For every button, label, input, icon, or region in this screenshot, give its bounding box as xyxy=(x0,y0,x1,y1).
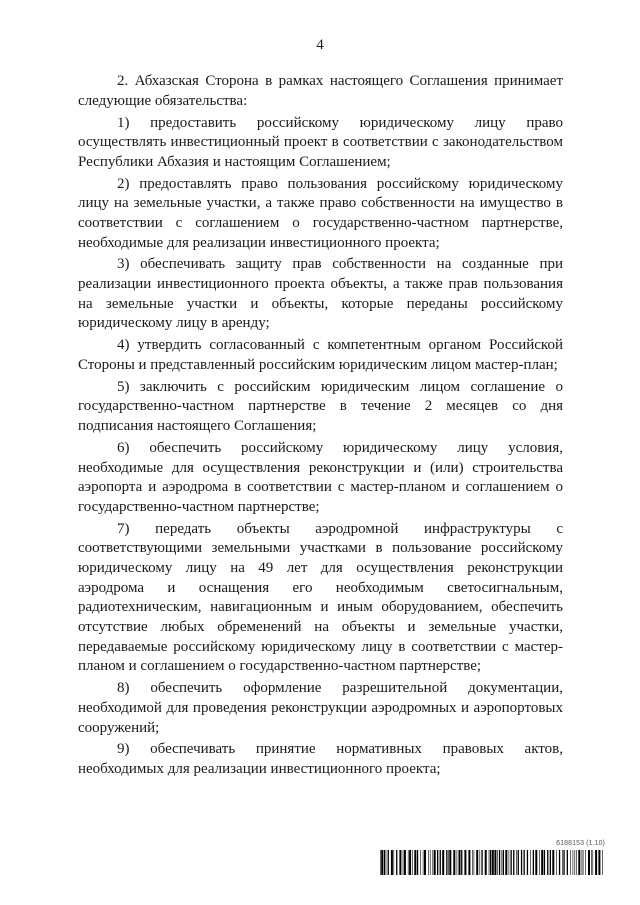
list-item-3: 3) обеспечивать защиту прав собственности на созданные при реализации инвестиционного проекта объекты, а также прав пользования на земельные участки и объекты, которые переданы российскому юридическому лицу в аренду; xyxy=(78,256,563,332)
list-item-8: 8) обеспечить оформление разрешительной документации, необходимой для проведения реконструкции аэродромных и аэропортовых сооружений; xyxy=(78,680,563,736)
document-text xyxy=(78,72,563,782)
list-item-2: 2) предоставлять право пользования российскому юридическому лицу на земельные участки, а также право собственности на имущество в соответствии с соглашением о государственно-частном партнерстве, необходимые для реализации инвестиционного проекта; xyxy=(78,175,563,251)
paragraph-intro: 2. Абхазская Сторона в рамках настоящего Соглашения принимает следующие обязательства: xyxy=(78,73,563,109)
page-number: 4 xyxy=(316,37,324,53)
barcode-icon xyxy=(380,850,605,875)
list-item-9: 9) обеспечивать принятие нормативных правовых актов, необходимых для реализации инвестиционного проекта; xyxy=(78,741,563,777)
list-item-4: 4) утвердить согласованный с компетентным органом Российской Стороны и представленный российским юридическим лицом мастер-план; xyxy=(78,337,563,373)
list-item-6: 6) обеспечить российскому юридическому лицу условия, необходимые для осуществления реконструкции и (или) строительства аэропорта и аэродрома в соответствии с мастер-планом и соглашением о государственно-частном партнерстве; xyxy=(78,439,563,515)
document-footer xyxy=(380,840,605,880)
list-item-7: 7) передать объекты аэродромной инфраструктуры с соответствующими земельными участками в пользование российскому юридическому лицу на 49 лет для осуществления реконструкции аэродрома и оснащения его необходимым светосигнальным, радиотехническим, навигационным и иным оборудованием, обеспечить отсутствие любых обременений на объекты и земельные участки, передаваемые российскому юридическому лицу в соответствии с мастер-планом и соглашением о государственно-частном партнерстве; xyxy=(78,520,563,675)
document-code: 6188153 (1.10) xyxy=(556,840,605,847)
list-item-1: 1) предоставить российскому юридическому лицу право осуществлять инвестиционный проект в соответствии с законодательством Республики Абхазия и настоящим Соглашением; xyxy=(78,114,563,170)
list-item-5: 5) заключить с российским юридическим лицом соглашение о государственно-частном партнерстве в течение 2 месяцев со дня подписания настоящего Соглашения; xyxy=(78,378,563,435)
